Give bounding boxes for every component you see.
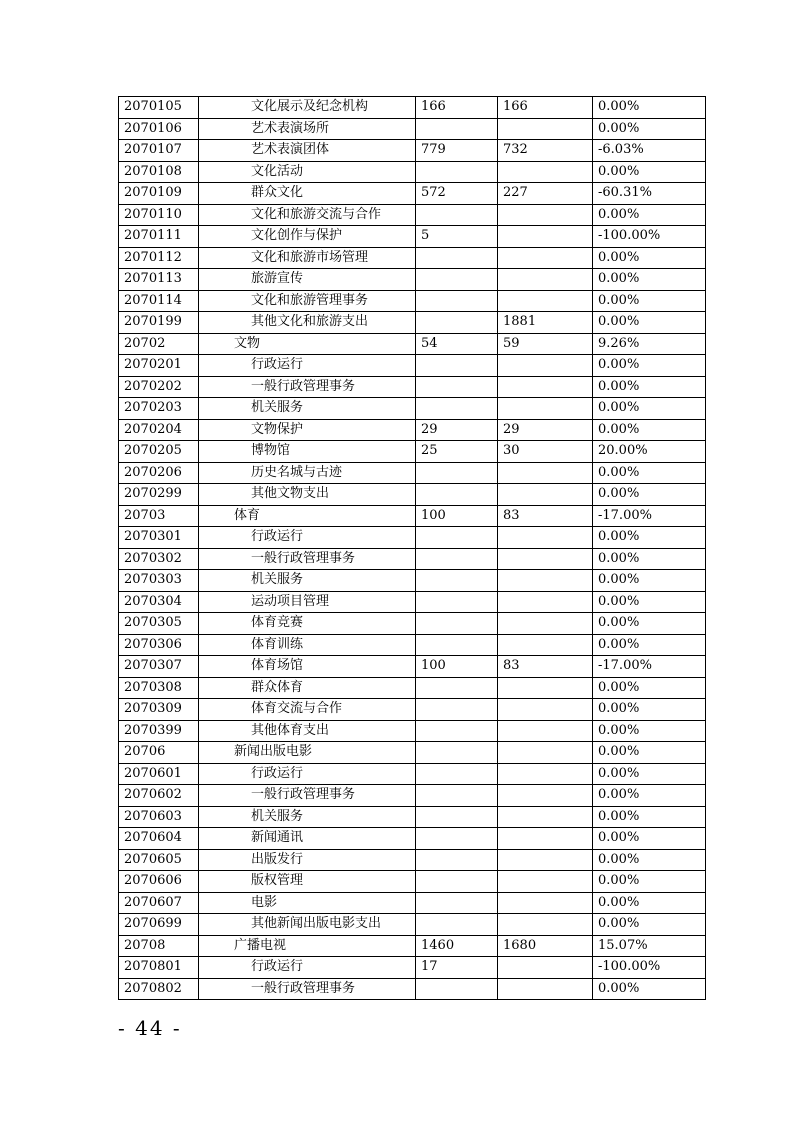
value-cell-2: 1680 [498, 935, 593, 957]
value-cell-1: 29 [416, 419, 498, 441]
table-row [119, 978, 706, 1000]
code-cell: 2070108 [119, 161, 199, 183]
value-cell-1 [416, 849, 498, 871]
value-cell-2 [498, 204, 593, 226]
value-cell-1 [416, 978, 498, 1000]
value-cell-2: 166 [498, 97, 593, 119]
code-cell: 2070204 [119, 419, 199, 441]
value-cell-2 [498, 849, 593, 871]
code-cell: 2070203 [119, 398, 199, 420]
value-cell-1 [416, 871, 498, 893]
page-number: - 44 - [118, 1016, 182, 1040]
value-cell-2 [498, 527, 593, 549]
name-cell: 体育场馆 [199, 656, 416, 678]
percent-cell: 0.00% [593, 290, 706, 312]
code-cell: 2070205 [119, 441, 199, 463]
value-cell-2 [498, 376, 593, 398]
value-cell-1: 100 [416, 656, 498, 678]
name-cell: 机关服务 [199, 570, 416, 592]
name-cell: 新闻通讯 [199, 828, 416, 850]
value-cell-2 [498, 398, 593, 420]
percent-cell: 0.00% [593, 419, 706, 441]
code-cell: 2070305 [119, 613, 199, 635]
name-cell: 博物馆 [199, 441, 416, 463]
value-cell-1: 779 [416, 140, 498, 162]
name-cell: 行政运行 [199, 957, 416, 979]
code-cell: 2070307 [119, 656, 199, 678]
table-row [119, 376, 706, 398]
table-row [119, 613, 706, 635]
percent-cell: 0.00% [593, 398, 706, 420]
value-cell-1 [416, 634, 498, 656]
percent-cell: -17.00% [593, 505, 706, 527]
table-row [119, 183, 706, 205]
name-cell: 文化创作与保护 [199, 226, 416, 248]
percent-cell: 0.00% [593, 892, 706, 914]
code-cell: 2070605 [119, 849, 199, 871]
value-cell-2 [498, 763, 593, 785]
code-cell: 2070302 [119, 548, 199, 570]
name-cell: 一般行政管理事务 [199, 785, 416, 807]
percent-cell: 0.00% [593, 742, 706, 764]
table-row [119, 763, 706, 785]
name-cell: 历史名城与古迹 [199, 462, 416, 484]
name-cell: 新闻出版电影 [199, 742, 416, 764]
percent-cell: 0.00% [593, 462, 706, 484]
value-cell-2 [498, 226, 593, 248]
table-row [119, 441, 706, 463]
value-cell-2 [498, 355, 593, 377]
percent-cell: 0.00% [593, 720, 706, 742]
value-cell-1: 54 [416, 333, 498, 355]
code-cell: 2070112 [119, 247, 199, 269]
percent-cell: 0.00% [593, 269, 706, 291]
code-cell: 2070601 [119, 763, 199, 785]
code-cell: 2070399 [119, 720, 199, 742]
code-cell: 2070607 [119, 892, 199, 914]
percent-cell: 0.00% [593, 763, 706, 785]
percent-cell: 0.00% [593, 699, 706, 721]
name-cell: 体育交流与合作 [199, 699, 416, 721]
value-cell-2: 1881 [498, 312, 593, 334]
table-row [119, 720, 706, 742]
table-row [119, 290, 706, 312]
table-row [119, 892, 706, 914]
percent-cell: 0.00% [593, 634, 706, 656]
percent-cell: 0.00% [593, 785, 706, 807]
value-cell-1: 166 [416, 97, 498, 119]
value-cell-1 [416, 247, 498, 269]
value-cell-1 [416, 720, 498, 742]
code-cell: 2070801 [119, 957, 199, 979]
value-cell-2: 30 [498, 441, 593, 463]
value-cell-2: 227 [498, 183, 593, 205]
code-cell: 2070105 [119, 97, 199, 119]
value-cell-1 [416, 312, 498, 334]
table-row [119, 935, 706, 957]
percent-cell: 0.00% [593, 484, 706, 506]
code-cell: 2070109 [119, 183, 199, 205]
value-cell-2 [498, 806, 593, 828]
percent-cell: 0.00% [593, 806, 706, 828]
code-cell: 2070699 [119, 914, 199, 936]
percent-cell: 0.00% [593, 97, 706, 119]
value-cell-1 [416, 914, 498, 936]
table-row [119, 333, 706, 355]
table-row [119, 527, 706, 549]
code-cell: 2070111 [119, 226, 199, 248]
name-cell: 出版发行 [199, 849, 416, 871]
name-cell: 其他文物支出 [199, 484, 416, 506]
value-cell-2: 83 [498, 656, 593, 678]
value-cell-1 [416, 828, 498, 850]
table-row [119, 677, 706, 699]
name-cell: 文化和旅游管理事务 [199, 290, 416, 312]
value-cell-2 [498, 570, 593, 592]
value-cell-1 [416, 290, 498, 312]
percent-cell: 0.00% [593, 677, 706, 699]
name-cell: 文化展示及纪念机构 [199, 97, 416, 119]
percent-cell: 0.00% [593, 161, 706, 183]
value-cell-2: 83 [498, 505, 593, 527]
code-cell: 2070602 [119, 785, 199, 807]
value-cell-2 [498, 269, 593, 291]
value-cell-1 [416, 892, 498, 914]
code-cell: 2070106 [119, 118, 199, 140]
name-cell: 群众体育 [199, 677, 416, 699]
code-cell: 2070206 [119, 462, 199, 484]
value-cell-2 [498, 785, 593, 807]
value-cell-1 [416, 677, 498, 699]
name-cell: 文化活动 [199, 161, 416, 183]
value-cell-2 [498, 161, 593, 183]
name-cell: 行政运行 [199, 763, 416, 785]
percent-cell: 0.00% [593, 204, 706, 226]
percent-cell: 0.00% [593, 247, 706, 269]
value-cell-1 [416, 591, 498, 613]
table-row [119, 355, 706, 377]
name-cell: 版权管理 [199, 871, 416, 893]
value-cell-1 [416, 763, 498, 785]
percent-cell: 0.00% [593, 914, 706, 936]
table-row [119, 398, 706, 420]
value-cell-1: 5 [416, 226, 498, 248]
name-cell: 体育 [199, 505, 416, 527]
value-cell-1 [416, 462, 498, 484]
table-row [119, 312, 706, 334]
name-cell: 文物 [199, 333, 416, 355]
value-cell-1 [416, 161, 498, 183]
code-cell: 2070202 [119, 376, 199, 398]
table-row [119, 484, 706, 506]
name-cell: 一般行政管理事务 [199, 376, 416, 398]
name-cell: 电影 [199, 892, 416, 914]
name-cell: 体育训练 [199, 634, 416, 656]
code-cell: 2070113 [119, 269, 199, 291]
value-cell-2 [498, 720, 593, 742]
code-cell: 2070306 [119, 634, 199, 656]
name-cell: 文化和旅游市场管理 [199, 247, 416, 269]
value-cell-2 [498, 914, 593, 936]
value-cell-2 [498, 828, 593, 850]
percent-cell: -60.31% [593, 183, 706, 205]
value-cell-2 [498, 613, 593, 635]
percent-cell: 0.00% [593, 527, 706, 549]
percent-cell: 20.00% [593, 441, 706, 463]
code-cell: 2070604 [119, 828, 199, 850]
percent-cell: 0.00% [593, 849, 706, 871]
value-cell-1 [416, 269, 498, 291]
name-cell: 艺术表演场所 [199, 118, 416, 140]
name-cell: 一般行政管理事务 [199, 548, 416, 570]
name-cell: 文化和旅游交流与合作 [199, 204, 416, 226]
table-row [119, 118, 706, 140]
percent-cell: 15.07% [593, 935, 706, 957]
table-row [119, 849, 706, 871]
value-cell-1 [416, 118, 498, 140]
table-row [119, 247, 706, 269]
table-row [119, 828, 706, 850]
code-cell: 20706 [119, 742, 199, 764]
table-row [119, 462, 706, 484]
value-cell-2 [498, 892, 593, 914]
code-cell: 2070199 [119, 312, 199, 334]
name-cell: 文物保护 [199, 419, 416, 441]
budget-table [118, 96, 706, 1000]
name-cell: 群众文化 [199, 183, 416, 205]
code-cell: 20703 [119, 505, 199, 527]
code-cell: 2070299 [119, 484, 199, 506]
value-cell-2 [498, 871, 593, 893]
name-cell: 机关服务 [199, 398, 416, 420]
code-cell: 2070201 [119, 355, 199, 377]
percent-cell: 9.26% [593, 333, 706, 355]
code-cell: 2070308 [119, 677, 199, 699]
table-row [119, 957, 706, 979]
name-cell: 其他文化和旅游支出 [199, 312, 416, 334]
table-body [119, 97, 706, 1000]
value-cell-2 [498, 634, 593, 656]
value-cell-1 [416, 806, 498, 828]
name-cell: 其他新闻出版电影支出 [199, 914, 416, 936]
percent-cell: -100.00% [593, 957, 706, 979]
percent-cell: 0.00% [593, 828, 706, 850]
table-row [119, 742, 706, 764]
percent-cell: 0.00% [593, 591, 706, 613]
code-cell: 2070304 [119, 591, 199, 613]
code-cell: 2070107 [119, 140, 199, 162]
value-cell-1 [416, 742, 498, 764]
value-cell-1: 572 [416, 183, 498, 205]
value-cell-2 [498, 957, 593, 979]
percent-cell: -6.03% [593, 140, 706, 162]
value-cell-1 [416, 527, 498, 549]
table-row [119, 634, 706, 656]
value-cell-2 [498, 548, 593, 570]
value-cell-1 [416, 355, 498, 377]
percent-cell: 0.00% [593, 871, 706, 893]
percent-cell: 0.00% [593, 570, 706, 592]
name-cell: 机关服务 [199, 806, 416, 828]
value-cell-2 [498, 978, 593, 1000]
name-cell: 其他体育支出 [199, 720, 416, 742]
table-row [119, 785, 706, 807]
code-cell: 2070301 [119, 527, 199, 549]
percent-cell: 0.00% [593, 376, 706, 398]
value-cell-1 [416, 398, 498, 420]
table-row [119, 806, 706, 828]
percent-cell: 0.00% [593, 548, 706, 570]
code-cell: 2070114 [119, 290, 199, 312]
value-cell-1: 25 [416, 441, 498, 463]
code-cell: 2070309 [119, 699, 199, 721]
table-row [119, 505, 706, 527]
value-cell-2 [498, 742, 593, 764]
code-cell: 20702 [119, 333, 199, 355]
name-cell: 行政运行 [199, 355, 416, 377]
table-row [119, 548, 706, 570]
percent-cell: 0.00% [593, 613, 706, 635]
code-cell: 2070603 [119, 806, 199, 828]
value-cell-1 [416, 484, 498, 506]
value-cell-1 [416, 613, 498, 635]
value-cell-2 [498, 677, 593, 699]
value-cell-1 [416, 548, 498, 570]
table-row [119, 226, 706, 248]
table-row [119, 656, 706, 678]
value-cell-1: 17 [416, 957, 498, 979]
value-cell-2: 732 [498, 140, 593, 162]
name-cell: 一般行政管理事务 [199, 978, 416, 1000]
table-row [119, 419, 706, 441]
percent-cell: -17.00% [593, 656, 706, 678]
percent-cell: 0.00% [593, 355, 706, 377]
value-cell-2 [498, 699, 593, 721]
code-cell: 2070802 [119, 978, 199, 1000]
value-cell-1 [416, 570, 498, 592]
name-cell: 行政运行 [199, 527, 416, 549]
value-cell-2 [498, 484, 593, 506]
table-row [119, 591, 706, 613]
value-cell-2 [498, 462, 593, 484]
value-cell-2: 29 [498, 419, 593, 441]
value-cell-1 [416, 376, 498, 398]
code-cell: 20708 [119, 935, 199, 957]
table-row [119, 269, 706, 291]
value-cell-1 [416, 699, 498, 721]
name-cell: 体育竞赛 [199, 613, 416, 635]
name-cell: 运动项目管理 [199, 591, 416, 613]
table-row [119, 97, 706, 119]
percent-cell: 0.00% [593, 978, 706, 1000]
value-cell-2 [498, 290, 593, 312]
table-row [119, 699, 706, 721]
table-row [119, 871, 706, 893]
percent-cell: 0.00% [593, 312, 706, 334]
table-row [119, 204, 706, 226]
value-cell-1: 1460 [416, 935, 498, 957]
percent-cell: -100.00% [593, 226, 706, 248]
value-cell-1 [416, 204, 498, 226]
value-cell-2 [498, 247, 593, 269]
table-row [119, 140, 706, 162]
code-cell: 2070110 [119, 204, 199, 226]
table-row [119, 570, 706, 592]
value-cell-2 [498, 118, 593, 140]
value-cell-2: 59 [498, 333, 593, 355]
value-cell-1 [416, 785, 498, 807]
code-cell: 2070606 [119, 871, 199, 893]
name-cell: 旅游宣传 [199, 269, 416, 291]
value-cell-2 [498, 591, 593, 613]
value-cell-1: 100 [416, 505, 498, 527]
name-cell: 艺术表演团体 [199, 140, 416, 162]
percent-cell: 0.00% [593, 118, 706, 140]
table-row [119, 161, 706, 183]
code-cell: 2070303 [119, 570, 199, 592]
name-cell: 广播电视 [199, 935, 416, 957]
table-row [119, 914, 706, 936]
